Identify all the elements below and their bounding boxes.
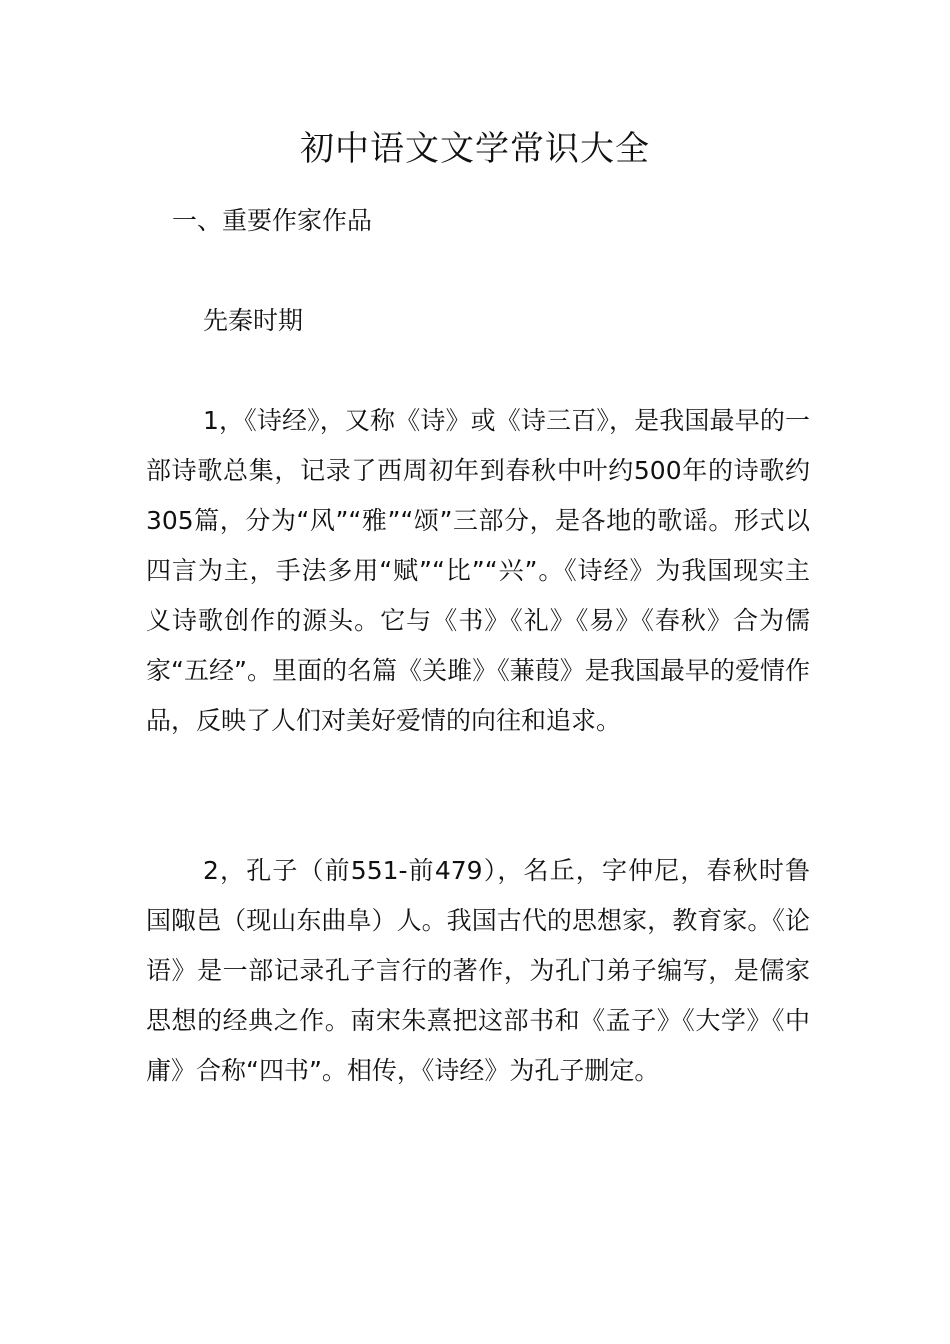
document-title: 初中语文文学常识大全 [300, 129, 650, 169]
paragraph-shijing: 1，《诗经》，又称《诗》或《诗三百》，是我国最早的一部诗歌总集，记录了西周初年到春秋中叶约500年的诗歌约305篇，分为“风”“雅”“颂”三部分，是各地的歌谣。形式以四言为主，手法多用“赋”“比”“兴”。《诗经》为我国现实主义诗歌创作的源头。它与《书》《礼》《易》《春秋》合为儒家“五经”。里面的名篇《关雎》《蒹葭》是我国最早的爱情作品，反映了人们对美好爱情的向往和追求。 [146, 406, 810, 735]
section-heading: 一、重要作家作品 [172, 206, 373, 235]
paragraph-confucius: 2，孔子（前551-前479），名丘，字仲尼，春秋时鲁国陬邑（现山东曲阜）人。我国古代的思想家，教育家。《论语》是一部记录孔子言行的著作，为孔门弟子编写，是儒家思想的经典之作。南宋朱熹把这部书和《孟子》《大学》《中庸》合称“四书”。相传，《诗经》为孔子删定。 [146, 856, 810, 1085]
period-heading: 先秦时期 [203, 306, 304, 335]
